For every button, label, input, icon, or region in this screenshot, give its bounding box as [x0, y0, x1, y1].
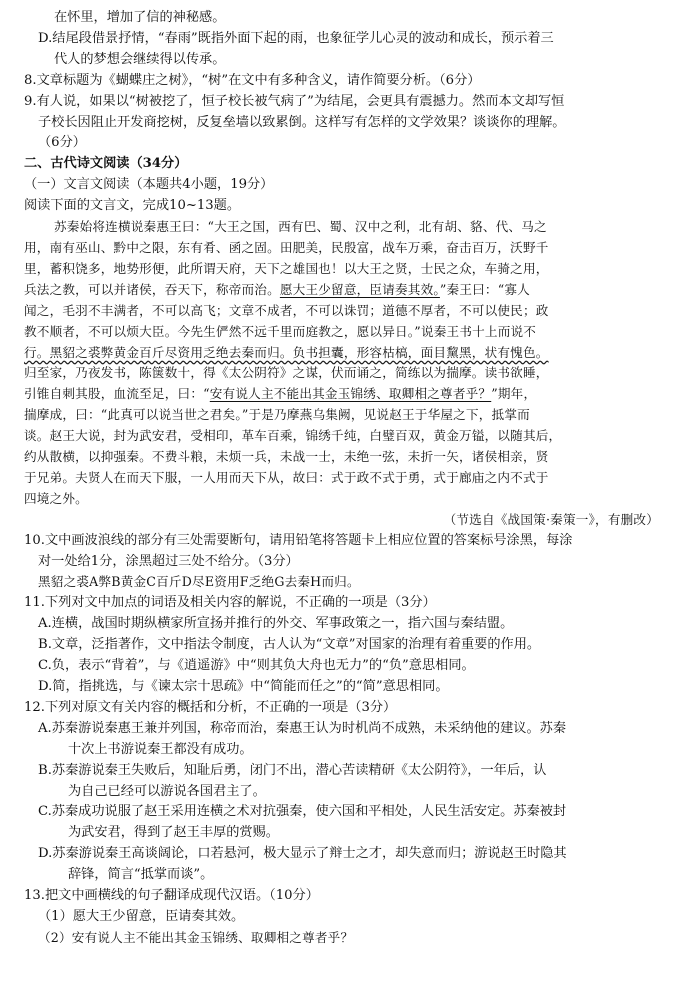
question-12-option-c: C.苏秦成功说服了赵王采用连横之术对抗强秦，使六国和平相处，人民生活安定。苏秦被封: [38, 804, 567, 820]
question-11-option-b: B.文章，泛指著作，文中指法令制度，古人认为“文章”对国家的治理有着重要的作用。: [38, 637, 541, 653]
passage-line: 教不顺者，不可以烦大臣。今先生俨然不远千里而庭教之，愿以异日。”说秦王书十上而说不: [24, 323, 537, 339]
question-12-option-a: A.苏秦游说秦惠王兼并列国，称帝而治，秦惠王认为时机尚不成熟，未采纳他的建议。苏秦: [38, 720, 567, 736]
passage-line: 约从散横，以抑强秦。不费斗粮，未烦一兵，未战一士，未绝一弦，未折一矢，诸侯相亲，贤: [24, 449, 549, 465]
passage-text: ”秦王曰：“寡人: [439, 281, 530, 297]
underlined-sentence-1: 愿大王少留意，臣请奏其效。: [279, 281, 440, 297]
question-11-option-c: C.负，表示“背着”，与《逍遥游》中“则其负大舟也无力”的“负”意思相同。: [38, 658, 475, 674]
question-13-sentence-2: （2）安有说人主不能出其金玉锦绣、取卿相之尊者乎？: [38, 929, 354, 945]
passage-source: （节选自《战国策·秦策一》，有删改）: [443, 511, 659, 527]
question-11-option-a: A.连横，战国时期纵横家所宣扬并推行的外交、军事政策之一，指六国与秦结盟。: [38, 616, 514, 632]
subsection-title: （一）文言文阅读（本题共4小题，19分）: [24, 177, 274, 193]
question-12-option-b: B.苏秦游说秦王失败后，知耻后勇，闭门不出，潜心苦读精研《太公阴符》，一年后，认: [38, 762, 547, 778]
underlined-sentence-2: 安有说人主不能出其金玉锦绣、取卿相之尊者乎？: [209, 386, 492, 402]
question-8: 8.文章标题为《蝴蝶庄之树》，“树”在文中有多种含义，请作简要分析。（6分）: [24, 72, 481, 88]
question-12-option-d: D.苏秦游说秦王高谈阔论，口若悬河，极大显示了辩士之才，却失意而归；游说赵王时隐其: [38, 846, 567, 862]
question-12-option-a-cont: 十次上书游说秦王都没有成功。: [68, 741, 253, 757]
passage-line: 四境之外。: [24, 490, 88, 506]
wavy-underlined-line: 行。黑貂之裘弊黄金百斤尽资用乏绝去秦而归。负书担囊，形容枯槁，面目黧黑，状有愧色。: [24, 344, 549, 360]
passage-line: 于兄弟。夫贤人在而天下服，一人用而天下从，故曰：式于政不式于勇，式于廊庙之内不式于: [24, 469, 549, 485]
passage-line: 揣摩成，曰：“此真可以说当世之君矣。”于是乃摩燕乌集阙，见说赵王于华屋之下，抵掌而: [24, 407, 530, 423]
question-12-stem: 12.下列对原文有关内容的概括和分析，不正确的一项是（3分）: [24, 699, 397, 715]
question-10-line1: 10.文中画波浪线的部分有三处需要断句，请用铅笔将答题卡上相应位置的答案标号涂黑，每涂: [24, 532, 573, 548]
passage-text: 兵法之教，可以并诸侯，吞天下，称帝而治。: [24, 281, 280, 297]
question-9-line2: 子校长因阻止开发商挖树，反复垒墙以致累倒。这样写有怎样的文学效果？谈谈你的理解。: [38, 114, 566, 130]
reading-instruction: 阅读下面的文言文，完成10~13题。: [24, 198, 241, 214]
passage-line: [24, 280, 661, 301]
question-9-line1: 9.有人说，如果以“树被挖了，恒子校长被气病了”为结尾，会更具有震撼力。然而本文却写恒: [24, 93, 565, 109]
question-12-option-d-cont: 辞锋，简言“抵掌而谈”。: [68, 867, 214, 883]
question-10-line2: 对一处给1分，涂黑超过三处不给分。（3分）: [38, 553, 299, 569]
passage-line: 归至家，乃夜发书，陈箧数十，得《太公阴符》之谋，伏而诵之，简练以为揣摩。读书欲睡，: [24, 365, 549, 381]
section-title: 二、古代诗文阅读（34分）: [24, 156, 188, 172]
question-11-stem: 11.下列对文中加点的词语及相关内容的解说，不正确的一项是（3分）: [24, 595, 436, 611]
passage-line: [24, 384, 661, 405]
passage-line: 用，南有巫山、黔中之限，东有肴、函之固。田肥美，民殷富，战车万乘，奋击百万，沃野千: [24, 239, 549, 255]
passage-line: 闻之，毛羽不丰满者，不可以高飞；文章不成者，不可以诛罚；道德不厚者，不可以使民；政: [24, 302, 549, 318]
question-13-sentence-1: （1）愿大王少留意，臣请奏其效。: [38, 908, 245, 924]
question-13-stem: 13.把文中画横线的句子翻译成现代汉语。（10分）: [24, 888, 319, 904]
passage-text: ”期年，: [491, 386, 537, 402]
prev-option-d-line1: D.结尾段借景抒情，“春雨”既指外面下起的雨，也象征学儿心灵的波动和成长，预示着三: [38, 30, 554, 46]
passage-line: 里，蓄积饶多，地势形便，此所谓天府，天下之雄国也！以大王之贤，士民之众，车骑之用，: [24, 260, 549, 276]
passage-line: 谈。赵王大说，封为武安君，受相印，革车百乘，锦绣千纯，白璧百双，黄金万镒，以随其后，: [24, 428, 562, 444]
passage-text: 引锥自刺其股，血流至足，曰：“: [24, 386, 210, 402]
question-10-sentence: 黑貂之裘A弊B黄金C百斤D尽E资用F乏绝G去秦H而归。: [38, 574, 360, 590]
classical-passage: [24, 217, 661, 531]
question-12-option-c-cont: 为武安君，得到了赵王丰厚的赏赐。: [68, 825, 279, 841]
question-9-line3: （6分）: [38, 135, 86, 151]
question-12-option-b-cont: 为自己已经可以游说各国君主了。: [68, 783, 266, 799]
question-11-option-d: D.简，指挑选，与《谏太宗十思疏》中“简能而任之”的“简”意思相同。: [38, 679, 449, 694]
passage-line: 苏秦始将连横说秦惠王曰：“大王之国，西有巴、蜀、汉中之利，北有胡、貉、代、马之: [54, 219, 547, 235]
prev-option-continuation: 在怀里，增加了信的神秘感。: [54, 10, 226, 25]
prev-option-d-line2: 代人的梦想会继续得以传承。: [54, 51, 226, 67]
